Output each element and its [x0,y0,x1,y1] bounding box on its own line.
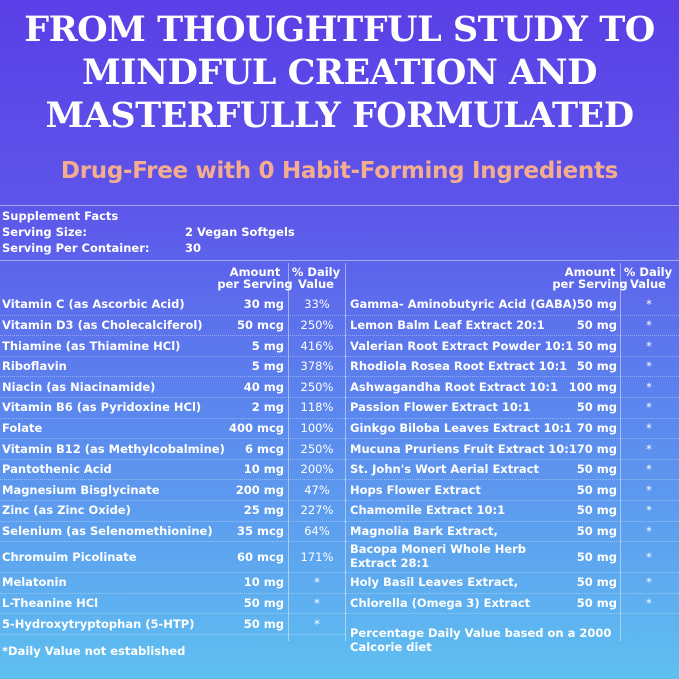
right-nutrient-name: Chlorella (Omega 3) Extract [350,596,531,610]
right-nutrient-dv: * [646,379,652,394]
left-nutrient-dv: 64% [304,523,330,538]
left-nutrient-name: Chromuim Picolinate [2,549,137,564]
left-nutrient-dv: 200% [300,462,334,477]
footer-left-note: *Daily Value not established [2,644,186,658]
right-nutrient-dv: * [646,462,652,477]
row-divider [0,572,345,573]
left-nutrient-dv: 100% [300,420,334,435]
left-nutrient-dv: 33% [304,297,330,312]
row-divider [0,418,345,419]
left-nutrient-amount: 30 mg [243,297,284,312]
right-nutrient-dv: * [646,400,652,415]
right-nutrient-name: Mucuna Pruriens Fruit Extract 10:1 [350,441,577,456]
row-divider [345,315,679,316]
right-dv-header-line2: Value [630,277,666,291]
right-nutrient-dv: * [646,297,652,312]
row-divider [0,613,345,614]
left-nutrient-amount: 5 mg [251,338,284,353]
left-nutrient-amount: 2 mg [251,400,284,415]
left-nutrient-dv: 250% [300,317,334,332]
left-nutrient-name: 5-Hydroxytryptophan (5-HTP) [2,616,195,631]
left-nutrient-name: Vitamin B6 (as Pyridoxine HCl) [2,400,202,415]
left-nutrient-name: Selenium (as Selenomethionine) [2,523,213,538]
right-nutrient-amount: 50 mg [576,359,617,374]
right-nutrient-amount: 70 mg [576,441,617,456]
row-divider [345,479,679,480]
row-divider [345,500,679,501]
headline-line-2: MINDFUL CREATION AND [81,52,598,93]
left-nutrient-amount: 200 mg [235,482,284,497]
left-nutrient-dv: 47% [304,482,330,497]
right-nutrient-amount: 50 mg [576,596,617,610]
left-nutrient-amount: 50 mg [243,616,284,631]
left-nutrient-name: Folate [2,420,43,435]
left-amount-header-line1: Amount [229,265,281,279]
left-nutrient-dv: 250% [300,379,334,394]
right-nutrient-amount: 100 mg [568,379,617,394]
row-divider [0,634,345,635]
table-top-rule [0,260,679,261]
row-divider [345,572,679,573]
left-nutrient-amount: 60 mcg [236,549,284,564]
left-nutrient-dv: 118% [300,400,334,415]
left-nutrient-name: Riboflavin [2,359,67,374]
left-dv-header-line2: Value [298,277,334,291]
right-nutrient-name: Lemon Balm Leaf Extract 20:1 [350,317,545,332]
row-divider [345,356,679,357]
right-nutrient-dv: * [646,482,652,497]
row-divider [0,541,345,542]
right-nutrient-dv: * [646,420,652,435]
row-divider [0,335,345,336]
left-nutrient-dv: 171% [300,549,334,564]
right-nutrient-amount: 50 mg [576,338,617,353]
right-nutrient-amount: 50 mg [576,317,617,332]
row-divider [0,397,345,398]
servings-label: Serving Per Container: [2,241,150,255]
servings-value: 30 [185,241,202,255]
row-divider [345,459,679,460]
left-nutrient-name: Vitamin C (as Ascorbic Acid) [2,297,185,312]
right-nutrient-amount: 50 mg [576,549,617,564]
right-nutrient-dv: * [646,317,652,332]
left-nutrient-name: Pantothenic Acid [2,462,112,477]
headline-line-1: FROM THOUGHTFUL STUDY TO [24,9,655,50]
left-nutrient-name: Zinc (as Zinc Oxide) [2,503,131,518]
serving-size-value: 2 Vegan Softgels [185,225,295,239]
left-nutrient-name: Vitamin B12 (as Methylcobalmine) [2,441,225,456]
right-nutrient-amount: 50 mg [576,297,617,312]
left-nutrient-dv: 227% [300,503,334,518]
left-dv-header [286,266,346,290]
row-divider [0,521,345,522]
right-nutrient-dv: * [646,359,652,374]
right-nutrient-dv: * [646,503,652,518]
right-nutrient-amount: 50 mg [576,503,617,518]
row-divider [0,356,345,357]
row-divider [0,438,345,439]
left-nutrient-amount: 50 mg [243,596,284,610]
right-nutrient-dv: * [646,575,652,590]
row-divider [0,315,345,316]
right-amount-header-line2: per Serving [552,277,628,291]
left-nutrient-name: L-Theanine HCl [2,596,99,610]
headline [0,8,679,137]
row-divider [345,613,679,614]
row-divider [345,418,679,419]
left-nutrient-amount: 6 mcg [244,441,284,456]
left-nutrient-name: Niacin (as Niacinamide) [2,379,156,394]
right-nutrient-amount: 70 mg [576,420,617,435]
right-dv-header-line1: % Daily [623,265,673,279]
right-nutrient-name: Magnolia Bark Extract, [350,523,498,538]
row-divider [0,593,345,594]
left-nutrient-name: Thiamine (as Thiamine HCl) [2,338,181,353]
row-divider [0,500,345,501]
left-nutrient-amount: 35 mcg [236,523,284,538]
left-nutrient-dv: * [314,596,320,610]
right-nutrient-name: Gamma- Aminobutyric Acid (GABA) [350,297,577,312]
right-nutrient-name: Ginkgo Biloba Leaves Extract 10:1 [350,420,573,435]
facts-title: Supplement Facts [2,209,119,223]
left-nutrient-dv: 378% [300,359,334,374]
right-nutrient-name: Holy Basil Leaves Extract, [350,575,519,590]
right-dv-header [618,266,678,290]
right-nutrient-name: Bacopa Moneri Whole Herb Extract 28:1 [350,542,527,571]
row-divider [0,459,345,460]
left-nutrient-amount: 50 mcg [236,317,284,332]
right-nutrient-amount: 50 mg [576,462,617,477]
left-nutrient-name: Magnesium Bisglycinate [2,482,160,497]
supplement-facts-header [2,208,295,256]
left-nutrient-amount: 25 mg [243,503,284,518]
right-nutrient-dv: * [646,549,652,564]
left-nutrient-dv: 250% [300,441,334,456]
left-nutrient-amount: 5 mg [251,359,284,374]
row-divider [0,479,345,480]
left-nutrient-name: Melatonin [2,575,67,590]
right-nutrient-name: Valerian Root Extract Powder 10:1 [350,338,574,353]
right-nutrient-name: Hops Flower Extract [350,482,481,497]
right-nutrient-amount: 50 mg [576,575,617,590]
footer-right-note: Percentage Daily Value based on a 2000 Calcorie diet [350,626,612,654]
left-amount-header-line2: per Serving [217,277,293,291]
right-nutrient-amount: 50 mg [576,482,617,497]
left-nutrient-amount: 10 mg [243,575,284,590]
left-nutrient-dv: * [314,616,320,631]
left-nutrient-dv: 416% [300,338,334,353]
right-nutrient-name: Ashwagandha Root Extract 10:1 [350,379,558,394]
right-nutrient-name: St. John's Wort Aerial Extract [350,462,539,477]
row-divider [345,376,679,377]
right-nutrient-dv: * [646,596,652,610]
right-nutrient-dv: * [646,338,652,353]
right-nutrient-dv: * [646,441,652,456]
row-divider [345,593,679,594]
right-amount-header-line1: Amount [564,265,616,279]
right-nutrient-name: Passion Flower Extract 10:1 [350,400,531,415]
serving-size-label: Serving Size: [2,225,87,239]
left-nutrient-amount: 10 mg [243,462,284,477]
right-nutrient-amount: 50 mg [576,400,617,415]
top-rule [0,205,679,206]
row-divider [345,397,679,398]
right-nutrient-name: Rhodiola Rosea Root Extract 10:1 [350,359,568,374]
left-nutrient-name: Vitamin D3 (as Cholecalciferol) [2,317,203,332]
headline-line-3: MASTERFULLY FORMULATED [45,95,634,136]
left-nutrient-amount: 400 mcg [228,420,284,435]
row-divider [345,521,679,522]
right-nutrient-name: Chamomile Extract 10:1 [350,503,506,518]
row-divider [0,376,345,377]
left-nutrient-dv: * [314,575,320,590]
row-divider [345,438,679,439]
left-dv-header-line1: % Daily [291,265,341,279]
row-divider [345,335,679,336]
right-nutrient-dv: * [646,523,652,538]
subheadline: Drug-Free with 0 Habit-Forming Ingredients [60,158,619,184]
right-nutrient-amount: 50 mg [576,523,617,538]
left-nutrient-amount: 40 mg [243,379,284,394]
